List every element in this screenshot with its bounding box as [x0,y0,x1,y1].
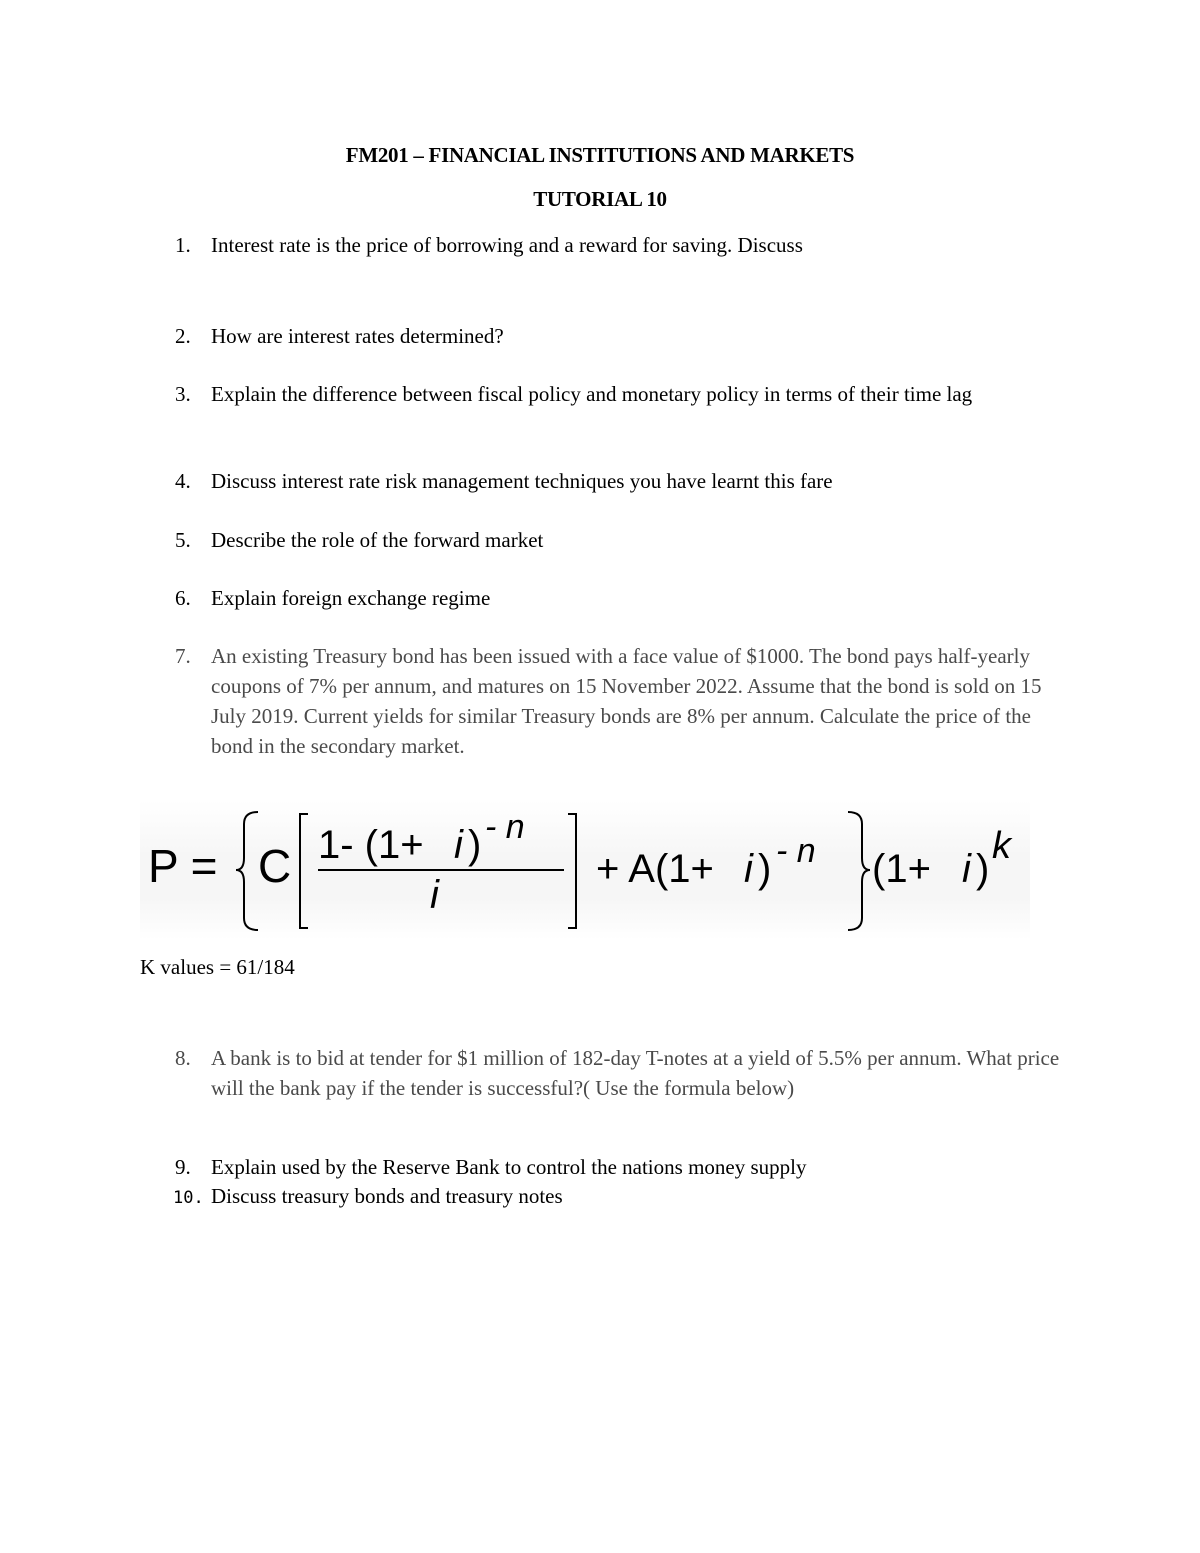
question-5 [175,525,1075,555]
formula-denominator: i [430,873,439,917]
question-text: An existing Treasury bond has been issued with a face value of $1000. The bond pays half-yearly coupons of 7% per annum, and matures on 15 November 2022. Assume that the bond is sold on 15 July 2019. Current yields for similar Treasury bonds are 8% per annum. Calculate the price of the bond in the secondary market. [211,644,1042,758]
left-bracket [300,814,308,928]
k-values: K values = 61/184 [140,955,295,979]
question-10 [175,1181,1075,1211]
formula-lhs: P = [148,840,218,892]
formula-i: i [962,847,971,891]
question-1 [175,230,1075,260]
question-text: Explain the difference between fiscal policy and monetary policy in terms of their time lag [211,382,973,406]
tutorial-title: TUTORIAL 10 [533,187,667,211]
question-number: 1. [175,233,191,257]
formula-tail: (1+ [872,847,931,891]
question-text: How are interest rates determined? [211,324,504,348]
formula-exponent-n: - n [776,832,816,870]
question-number: 3. [175,382,191,406]
question-2 [175,321,1075,351]
question-number: 7. [175,644,191,668]
question-number: 9. [175,1155,191,1179]
formula-numerator: 1- (1+ [318,823,424,867]
question-text: Interest rate is the price of borrowing and a reward for saving. Discuss [211,233,803,257]
question-text: Explain foreign exchange regime [211,586,491,610]
right-bracket [568,814,576,928]
question-4 [175,466,1075,496]
formula-exponent-n: - n [485,808,525,846]
question-text: Describe the role of the forward market [211,528,544,552]
formula-i: i [454,823,463,867]
formula-close-paren: ) [976,847,990,891]
question-text: Discuss treasury bonds and treasury notes [211,1184,563,1208]
question-number: 4. [175,469,191,493]
right-brace [848,812,870,930]
question-text: Discuss interest rate risk management techniques you have learnt this fare [211,469,833,493]
question-3 [175,379,1045,409]
document-title: FM201 – FINANCIAL INSTITUTIONS AND MARKETS [345,143,855,167]
formula-face-value-term: + A(1+ [596,847,714,891]
question-number: 8. [175,1046,191,1070]
question-8 [175,1043,1075,1103]
question-9 [175,1152,1075,1182]
left-brace [236,812,258,930]
question-text: A bank is to bid at tender for $1 million of 182-day T-notes at a yield of 5.5% per annum. What price will the bank pay if the tender is successful?( Use the formula below) [211,1046,1060,1100]
formula-coupon: C [258,840,292,892]
question-text: Explain used by the Reserve Bank to control the nations money supply [211,1155,807,1179]
formula-close-paren: ) [468,823,482,867]
question-number: 6. [175,586,191,610]
formula-close-paren: ) [758,847,772,891]
question-7 [175,641,1055,761]
formula-i: i [744,847,753,891]
question-number: 5. [175,528,191,552]
bond-price-formula [140,800,1030,940]
question-6 [175,583,1075,613]
formula-exponent-k: k [992,825,1011,867]
question-number: 10. [173,1188,204,1208]
question-number: 2. [175,324,191,348]
